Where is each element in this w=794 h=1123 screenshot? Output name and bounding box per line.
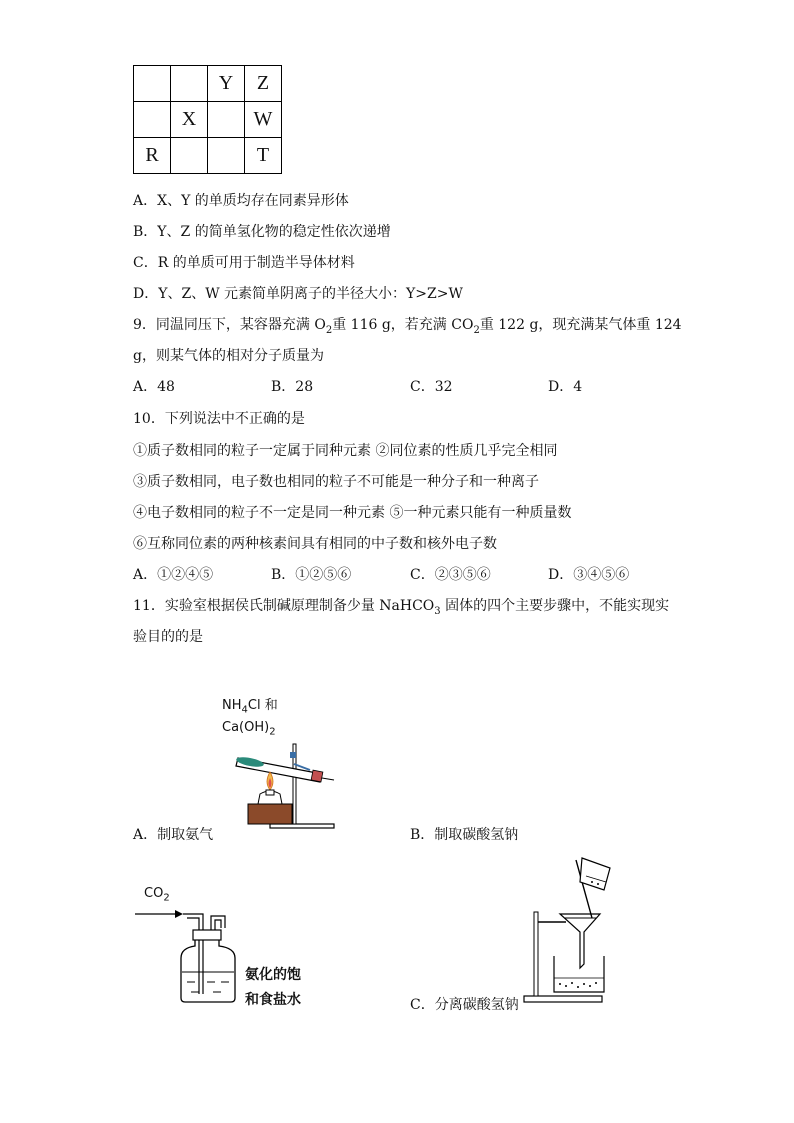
q8-option-d: D．Y、Z、W 元素简单阴离子的半径大小：Y>Z>W	[133, 286, 463, 302]
q8-option-c: C．R 的单质可用于制造半导体材料	[133, 255, 355, 271]
gas-washing-bottle	[135, 902, 245, 1004]
q10-option-a: A．①②④⑤	[133, 567, 214, 583]
fig-b-solution-label-1: 氨化的饱	[245, 967, 301, 983]
grid-cell	[171, 138, 208, 174]
grid-cell: R	[134, 138, 171, 174]
grid-cell	[208, 138, 245, 174]
q10-stem: 10．下列说法中不正确的是	[133, 411, 305, 427]
q10-option-b: B．①②⑤⑥	[271, 567, 352, 583]
q9-option-a: A．48	[133, 379, 175, 395]
grid-cell	[208, 102, 245, 138]
q11-option-a: A．制取氨气	[133, 827, 214, 843]
grid-cell	[134, 66, 171, 102]
q9-option-b: B．28	[271, 379, 314, 395]
grid-cell: Z	[245, 66, 282, 102]
q8-option-b: B．Y、Z 的简单氢化物的稳定性依次递增	[133, 224, 391, 240]
q10-statement-4: ⑥互称同位素的两种核素间具有相同的中子数和核外电子数	[133, 536, 497, 552]
q9-option-c: C．32	[410, 379, 453, 395]
grid-cell	[171, 66, 208, 102]
grid-cell: W	[245, 102, 282, 138]
q10-statement-2: ③质子数相同，电子数也相同的粒子不可能是一种分子和一种离子	[133, 474, 539, 490]
q10-option-c: C．②③⑤⑥	[410, 567, 491, 583]
q11-stem-line2: 验目的的是	[133, 629, 203, 645]
q9-stem-line1: 9．同温同压下，某容器充满 $O_2$重 116 g，若充满 $CO_2$重 122 g，现充满某气体重 124	[133, 317, 682, 336]
fig-b-solution-label-2: 和食盐水	[245, 992, 301, 1008]
q10-statement-1: ①质子数相同的粒子一定属于同种元素 ②同位素的性质几乎完全相同	[133, 443, 558, 459]
q10-statement-3: ④电子数相同的粒子不一定是同一种元素 ⑤一种元素只能有一种质量数	[133, 505, 572, 521]
grid-cell	[134, 102, 171, 138]
filtration-apparatus	[520, 856, 620, 1006]
q8-option-a: A．X、Y 的单质均存在同素异形体	[133, 193, 349, 209]
q9-stem-line2: g，则某气体的相对分子质量为	[133, 348, 324, 364]
q10-option-d: D．③④⑤⑥	[548, 567, 630, 583]
grid-cell: X	[171, 102, 208, 138]
q9-option-d: D．4	[548, 379, 583, 395]
grid-cell: T	[245, 138, 282, 174]
q11-stem-line1: 11．实验室根据侯氏制碱原理制备少量 NaHCO$_3$ 固体的四个主要步骤中，不能实现实	[133, 598, 670, 617]
element-position-grid	[133, 65, 282, 174]
q11-option-b: B．制取碳酸氢钠	[410, 827, 519, 843]
fig-a-reagent-label-2: $Ca(OH)_2$	[222, 720, 276, 738]
q11-option-c: C．分离碳酸氢钠	[410, 997, 519, 1013]
fig-b-gas-label: $CO_2$	[144, 886, 170, 904]
grid-cell: Y	[208, 66, 245, 102]
ammonia-generation-apparatus	[230, 738, 340, 830]
fig-a-reagent-label-1: $NH_4Cl$ 和	[222, 698, 278, 716]
